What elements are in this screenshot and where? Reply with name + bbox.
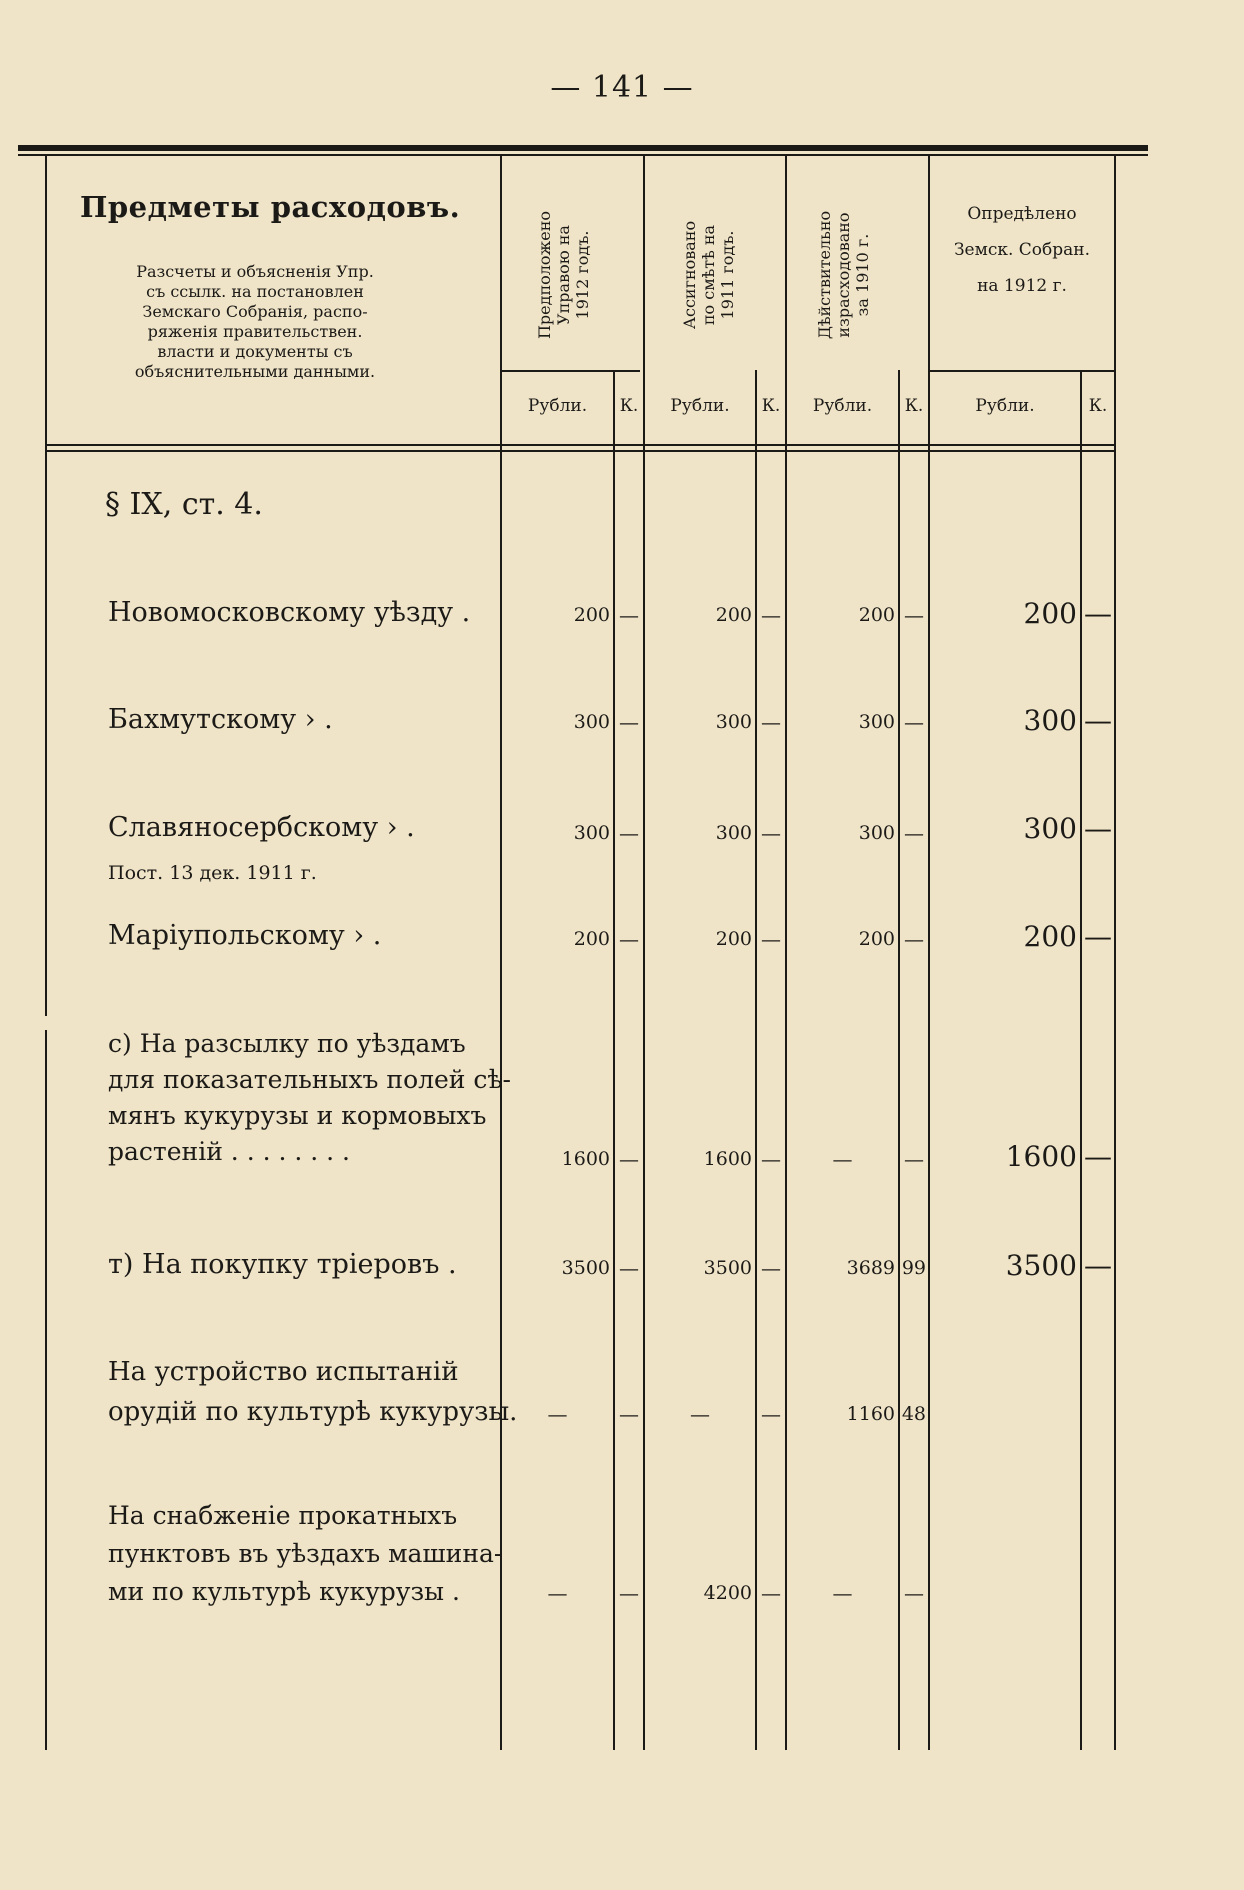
cell-proposed-k: — xyxy=(619,1147,639,1171)
col-header-line: Земск. Собран. xyxy=(953,240,1091,260)
row-label xyxy=(108,1026,511,1170)
units-rule-proposed xyxy=(500,370,640,372)
row-label-line: ми по культурѣ кукурузы . xyxy=(108,1577,460,1606)
row-label: Новомосковскому уѣзду . xyxy=(108,597,471,628)
cell-assigned-k: — xyxy=(761,603,781,627)
cell-spent-k: — xyxy=(904,710,924,734)
cell-proposed: — xyxy=(547,1402,568,1426)
col-header-line: Дѣйствительно xyxy=(815,210,834,340)
cell-assigned: 300 xyxy=(715,711,752,733)
cell-decided-k: — xyxy=(1084,920,1112,953)
cell-assigned: 200 xyxy=(715,928,752,950)
col-header-line: 1911 годъ. xyxy=(718,230,737,320)
unit-kop: К. xyxy=(619,396,639,416)
row-label: Маріупольскому › . xyxy=(108,920,382,951)
left-border xyxy=(45,156,47,1016)
description-line: съ ссылк. на постановлен xyxy=(146,282,364,301)
col-line-3k xyxy=(898,370,900,1750)
cell-assigned: 3500 xyxy=(703,1257,752,1279)
cell-proposed-k: — xyxy=(619,710,639,734)
cell-assigned: — xyxy=(690,1402,710,1426)
col-line-1k xyxy=(613,370,615,1750)
cell-assigned-k: — xyxy=(761,1147,781,1171)
description-line: Разсчеты и объясненія Упр. xyxy=(136,262,374,281)
col-header-line: Опредѣлено xyxy=(967,204,1077,224)
cell-spent-k: 48 xyxy=(901,1403,926,1425)
row-label: т) На покупку тріеровъ . xyxy=(108,1249,457,1280)
cell-spent: 200 xyxy=(858,604,895,626)
section-heading: § IX, ст. 4. xyxy=(105,487,263,522)
cell-proposed: 300 xyxy=(573,822,610,844)
col-header-line: за 1910 г. xyxy=(853,233,872,317)
row-label-line: На устройство испытаній xyxy=(108,1357,459,1387)
cell-proposed: 200 xyxy=(573,604,610,626)
col-header-line: Ассигновано xyxy=(680,220,699,330)
cell-decided: 1600 xyxy=(1005,1140,1077,1173)
cell-spent-k: — xyxy=(904,927,924,951)
cell-decided: 200 xyxy=(1023,920,1077,953)
right-border xyxy=(1114,156,1116,1750)
cell-spent-k: 99 xyxy=(901,1257,926,1279)
row-label-line: орудій по культурѣ кукурузы. xyxy=(108,1397,518,1427)
row-label-line: На снабженіе прокатныхъ xyxy=(108,1501,458,1530)
page-number: — 141 — xyxy=(550,70,694,105)
unit-kop: К. xyxy=(761,396,781,416)
cell-assigned-k: — xyxy=(761,1581,781,1605)
cell-decided: 3500 xyxy=(1005,1249,1077,1282)
description-line: власти и документы съ xyxy=(157,342,353,361)
cell-proposed: 300 xyxy=(573,711,610,733)
description-line: ряженія правительствен. xyxy=(147,322,363,341)
cell-decided-k: — xyxy=(1084,812,1112,845)
cell-proposed: 3500 xyxy=(561,1257,610,1279)
cell-decided-k: — xyxy=(1084,1249,1112,1282)
cell-spent-k: — xyxy=(904,821,924,845)
left-border-lower xyxy=(45,1030,47,1750)
cell-decided: 300 xyxy=(1023,704,1077,737)
cell-assigned-k: — xyxy=(761,1402,781,1426)
cell-proposed-k: — xyxy=(619,1581,639,1605)
cell-decided-k: — xyxy=(1084,1140,1112,1173)
row-label xyxy=(108,1497,502,1611)
cell-proposed-k: — xyxy=(619,927,639,951)
cell-spent: 1160 xyxy=(846,1403,895,1425)
cell-spent-k: — xyxy=(904,1147,924,1171)
header-rule-2 xyxy=(45,450,1115,452)
cell-spent: 300 xyxy=(858,711,895,733)
col-line-2k xyxy=(755,370,757,1750)
unit-rub: Рубли. xyxy=(812,396,873,416)
row-label-line: пунктовъ въ уѣздахъ машина- xyxy=(108,1539,503,1568)
cell-decided-k: — xyxy=(1084,704,1112,737)
col-header-proposed xyxy=(535,190,592,360)
col-header-line: Управою на xyxy=(554,225,573,325)
top-rule-thick xyxy=(18,145,1148,151)
unit-rub: Рубли. xyxy=(527,396,588,416)
unit-kop: К. xyxy=(1088,396,1108,416)
col-header-line: израсходовано xyxy=(834,212,853,338)
cell-assigned-k: — xyxy=(761,710,781,734)
col-header-decided xyxy=(930,196,1114,304)
row-label-line: для показательныхъ полей сѣ- xyxy=(108,1065,511,1094)
header-rule-1 xyxy=(45,444,1115,446)
cell-spent: 300 xyxy=(858,822,895,844)
col-header-assigned xyxy=(680,190,737,360)
cell-assigned: 1600 xyxy=(703,1148,752,1170)
description-line: объяснительными данными. xyxy=(134,362,376,381)
row-label xyxy=(108,1352,517,1432)
cell-proposed-k: — xyxy=(619,821,639,845)
cell-spent: — xyxy=(832,1147,853,1171)
cell-assigned-k: — xyxy=(761,821,781,845)
cell-spent-k: — xyxy=(904,603,924,627)
cell-assigned: 300 xyxy=(715,822,752,844)
description-line: Земскаго Собранія, распо- xyxy=(142,302,368,321)
cell-proposed: 200 xyxy=(573,928,610,950)
col-header-line: по смѣтѣ на xyxy=(699,224,718,326)
cell-spent-k: — xyxy=(904,1581,924,1605)
cell-proposed: — xyxy=(547,1581,568,1605)
row-label: Бахмутскому › . xyxy=(108,704,333,735)
row-label: Славяносербскому › . xyxy=(108,812,415,843)
top-rule-thin xyxy=(18,154,1148,156)
unit-rub: Рубли. xyxy=(975,396,1035,416)
cell-spent: 200 xyxy=(858,928,895,950)
cell-proposed-k: — xyxy=(619,603,639,627)
row-note: Пост. 13 дек. 1911 г. xyxy=(108,862,317,884)
cell-decided: 200 xyxy=(1023,597,1077,630)
cell-proposed-k: — xyxy=(619,1256,639,1280)
col-header-spent xyxy=(815,190,872,360)
cell-assigned-k: — xyxy=(761,1256,781,1280)
cell-assigned-k: — xyxy=(761,927,781,951)
unit-rub: Рубли. xyxy=(670,396,730,416)
cell-decided: 300 xyxy=(1023,812,1077,845)
cell-assigned: 200 xyxy=(715,604,752,626)
col-header-line: Предположено xyxy=(535,210,554,340)
cell-spent: 3689 xyxy=(846,1257,895,1279)
row-label-line: с) На разсылку по уѣздамъ xyxy=(108,1029,466,1058)
cell-decided-k: — xyxy=(1084,597,1112,630)
cell-spent: — xyxy=(832,1581,853,1605)
col-header-line: 1912 годъ. xyxy=(573,230,592,320)
table-title: Предметы расходовъ. xyxy=(80,190,461,224)
row-label-line: мянъ кукурузы и кормовыхъ xyxy=(108,1101,487,1130)
units-rule-decided xyxy=(930,370,1115,372)
cell-assigned: 4200 xyxy=(703,1582,752,1604)
cell-proposed-k: — xyxy=(619,1402,639,1426)
col-header-line: на 1912 г. xyxy=(977,276,1067,296)
row-label-line: растеній . . . . . . . . xyxy=(108,1137,351,1166)
description-block xyxy=(85,262,425,382)
col-line-4k xyxy=(1080,370,1082,1750)
cell-proposed: 1600 xyxy=(561,1148,610,1170)
unit-kop: К. xyxy=(904,396,924,416)
